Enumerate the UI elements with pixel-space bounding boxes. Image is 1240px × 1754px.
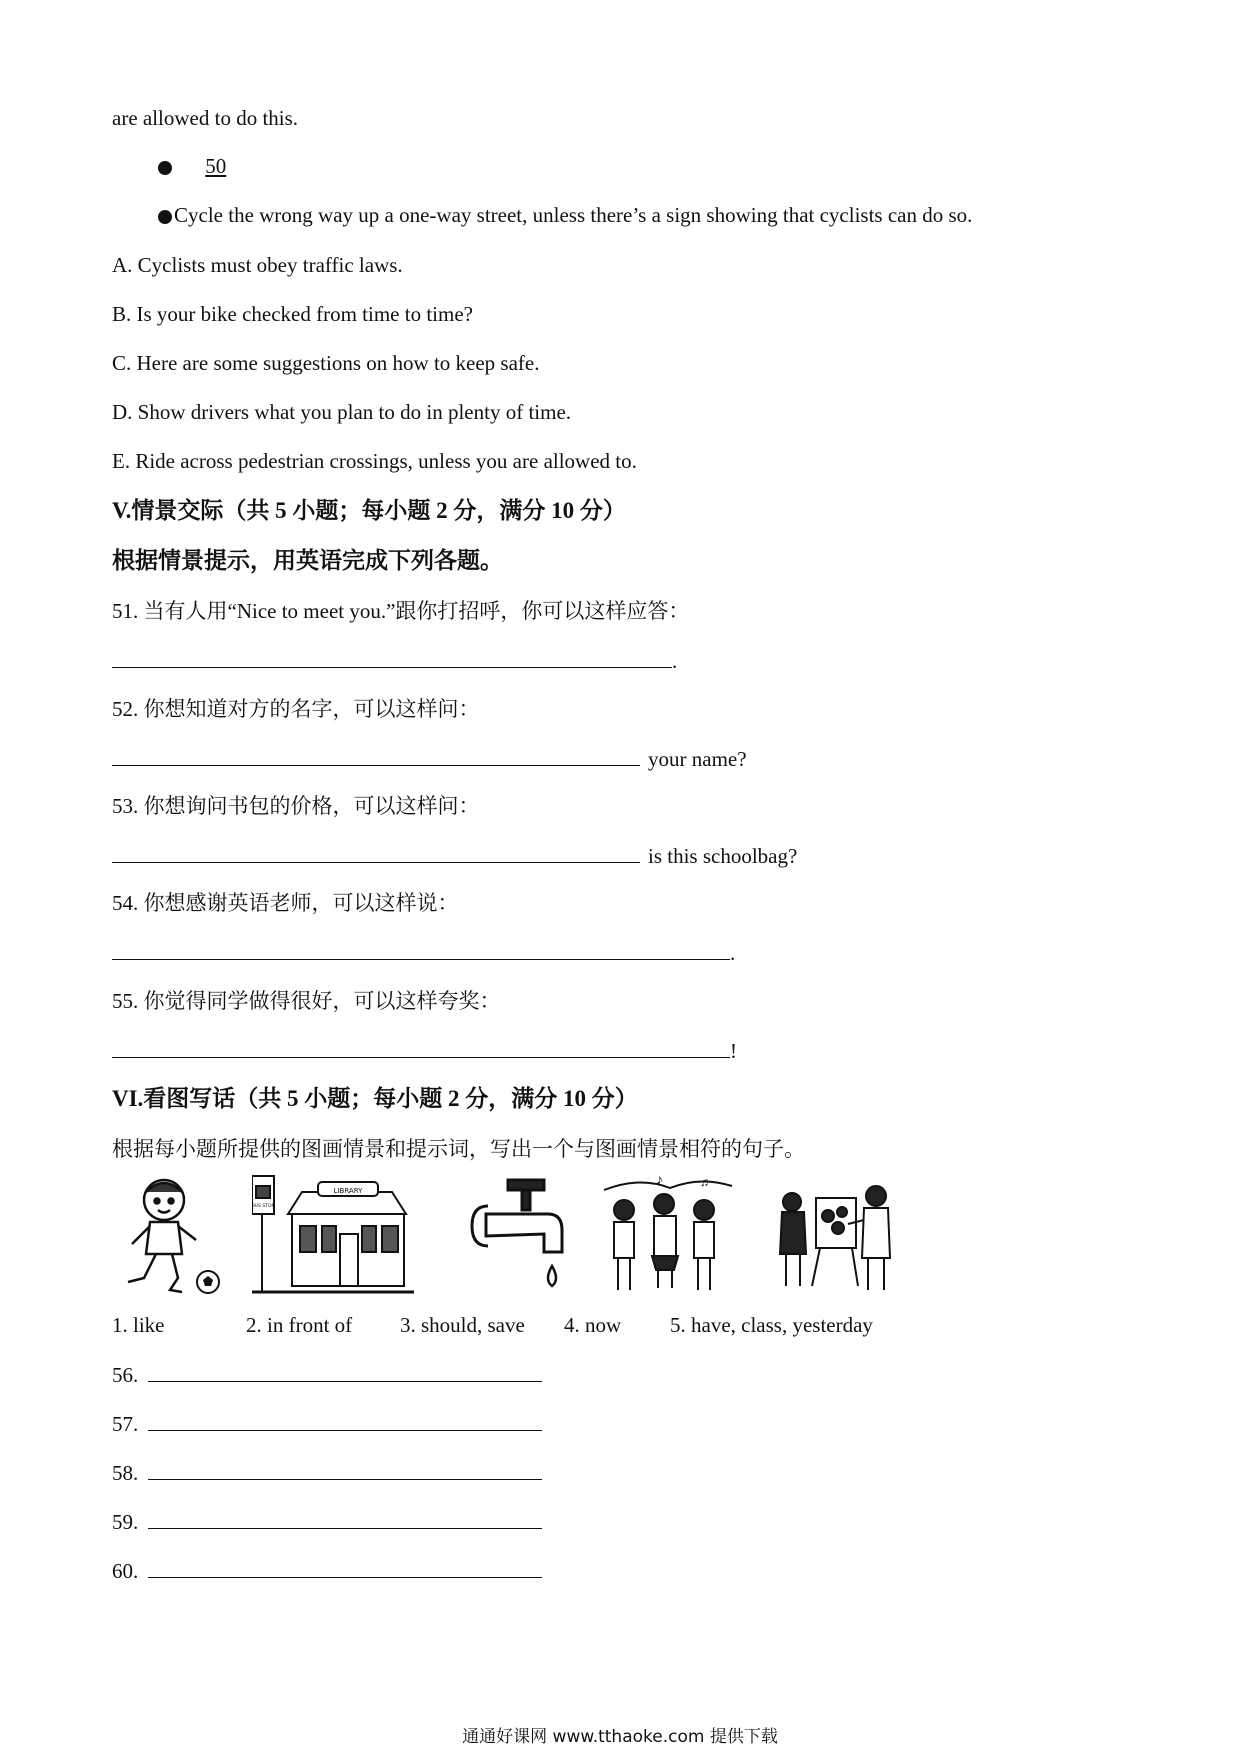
footer-source: 通通好课网 www.tthaoke.com 提供下载 — [462, 1727, 778, 1747]
music-note-icon: ♪ — [656, 1174, 663, 1188]
option-b: B. Is your bike checked from time to time? — [112, 302, 473, 326]
q55-answer-field[interactable] — [112, 1035, 730, 1058]
intro-tail: are allowed to do this. — [112, 106, 299, 130]
q54-prompt: 54. 你想感谢英语老师，可以这样说： — [112, 891, 459, 915]
art-class-picture — [776, 1174, 896, 1296]
q60-number: 60. — [112, 1559, 139, 1583]
q60-line — [112, 1555, 542, 1585]
bullet-text-line — [158, 201, 972, 229]
bullet-icon — [158, 210, 172, 224]
q51-end: . — [672, 649, 678, 673]
q53-answer-field[interactable] — [112, 840, 640, 863]
q56-answer-field[interactable] — [148, 1359, 542, 1382]
bullet-blank-line — [158, 152, 252, 180]
option-c: C. Here are some suggestions on how to keep safe. — [112, 351, 540, 375]
football-icon — [197, 1271, 219, 1293]
bullet-icon — [158, 161, 172, 175]
q57-line — [112, 1408, 542, 1438]
q52-end: your name? — [648, 747, 747, 771]
q54-answer-field[interactable] — [112, 937, 730, 960]
q55-end: ! — [730, 1039, 737, 1063]
hint-4: 4. now — [564, 1313, 622, 1337]
children-singing-picture — [600, 1174, 736, 1296]
blank-50: 50 — [205, 154, 227, 178]
q57-answer-field[interactable] — [148, 1408, 542, 1431]
q51-answer-line — [112, 645, 677, 675]
section6-title: VI.看图写话（共 5 小题；每小题 2 分，满分 10 分） — [112, 1086, 638, 1111]
section5-instruction: 根据情景提示，用英语完成下列各题。 — [112, 548, 503, 573]
option-a: A. Cyclists must obey traffic laws. — [112, 253, 403, 277]
picture-strip — [112, 1174, 902, 1296]
q54-end: . — [730, 941, 736, 965]
q60-answer-field[interactable] — [148, 1555, 542, 1578]
library-bus-stop-picture — [252, 1174, 414, 1296]
q52-prompt: 52. 你想知道对方的名字，可以这样问： — [112, 697, 480, 721]
hint-1: 1. like — [112, 1313, 165, 1337]
q53-answer-line — [112, 840, 797, 870]
q56-line — [112, 1359, 542, 1389]
q55-answer-line — [112, 1035, 737, 1065]
option-d: D. Show drivers what you plan to do in plenty of time. — [112, 400, 572, 424]
q51-answer-field[interactable] — [112, 645, 672, 668]
q54-answer-line — [112, 937, 735, 967]
hint-3: 3. should, save — [400, 1313, 525, 1337]
q53-end: is this schoolbag? — [648, 844, 798, 868]
water-drop-icon — [548, 1266, 556, 1286]
q52-answer-field[interactable] — [112, 743, 640, 766]
q58-line — [112, 1457, 542, 1487]
q59-number: 59. — [112, 1510, 139, 1534]
q56-number: 56. — [112, 1363, 139, 1387]
q51-prompt: 51. 当有人用“Nice to meet you.”跟你打招呼，你可以这样应答： — [112, 599, 690, 623]
library-sign: LIBRARY — [333, 1187, 363, 1195]
q58-number: 58. — [112, 1461, 139, 1485]
q55-prompt: 55. 你觉得同学做得很好，可以这样夸奖： — [112, 989, 501, 1013]
tap-picture — [466, 1174, 566, 1296]
q59-answer-field[interactable] — [148, 1506, 542, 1529]
section5-title: V.情景交际（共 5 小题；每小题 2 分，满分 10 分） — [112, 498, 626, 523]
bullet-text: Cycle the wrong way up a one-way street, unless there’s a sign showing that cyclists can do so. — [174, 203, 973, 227]
option-e: E. Ride across pedestrian crossings, unless you are allowed to. — [112, 449, 637, 473]
hint-2: 2. in front of — [246, 1313, 353, 1337]
music-note-icon: ♫ — [700, 1175, 709, 1189]
q57-number: 57. — [112, 1412, 139, 1436]
bus-stop-sign: BUS STOP — [252, 1204, 275, 1209]
q58-answer-field[interactable] — [148, 1457, 542, 1480]
q53-prompt: 53. 你想询问书包的价格，可以这样问： — [112, 794, 480, 818]
q59-line — [112, 1506, 542, 1536]
hint-5: 5. have, class, yesterday — [670, 1313, 873, 1337]
boy-football-picture — [116, 1174, 226, 1296]
section6-instruction: 根据每小题所提供的图画情景和提示词，写出一个与图画情景相符的句子。 — [112, 1137, 805, 1161]
q52-answer-line — [112, 743, 747, 773]
